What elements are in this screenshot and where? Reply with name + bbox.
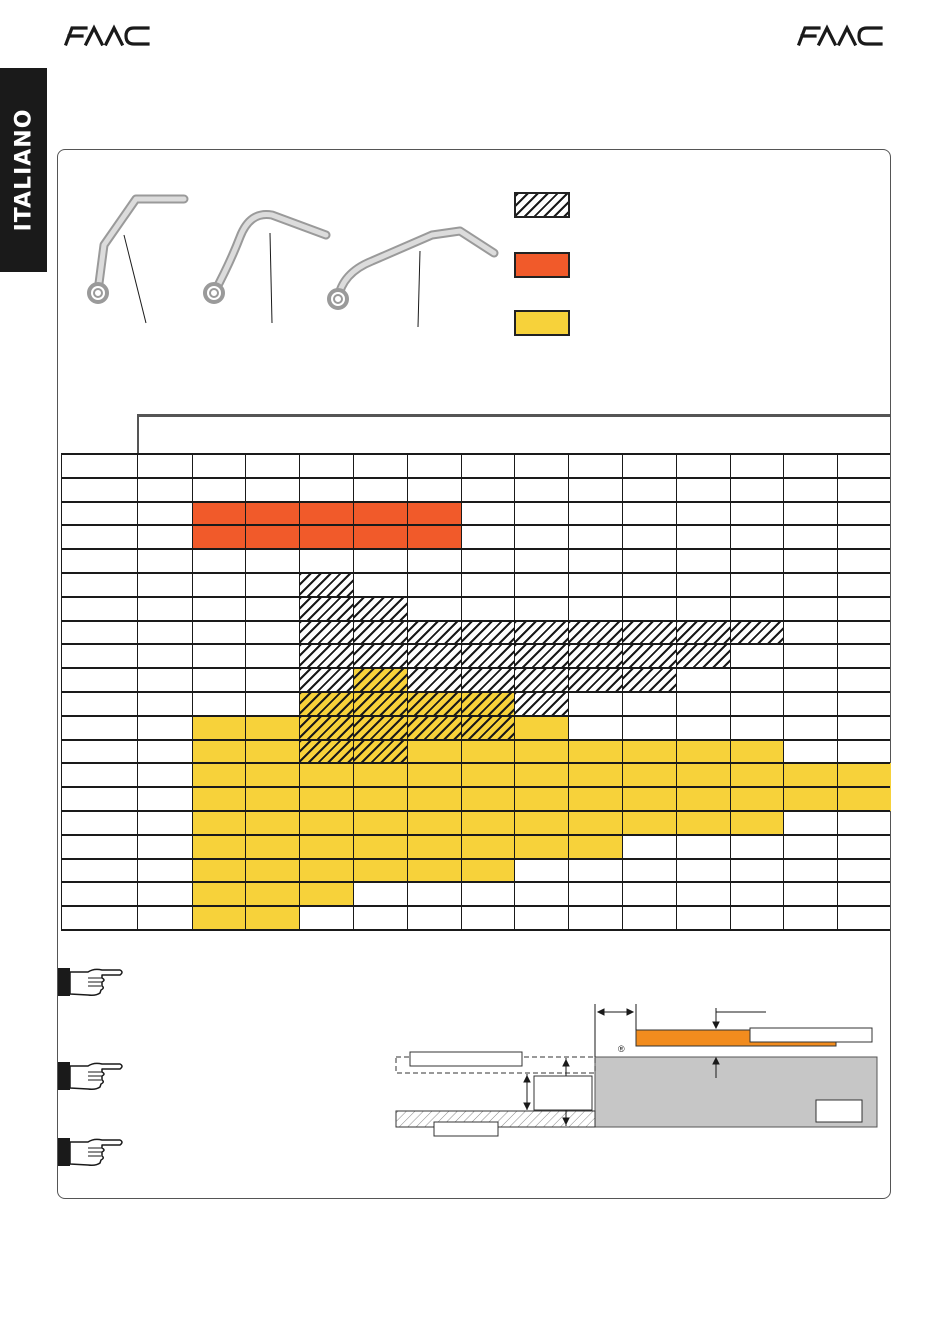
faac-logo-left (62, 24, 154, 48)
pointing-hand-icon (58, 1058, 124, 1094)
language-side-tab (0, 68, 47, 272)
grid-header-divider (137, 414, 139, 454)
pointing-hand-icon (58, 964, 124, 1000)
label-box-lower-left (434, 1122, 498, 1136)
language-label: ITALIANO (11, 108, 36, 232)
legend-red-swatch (514, 252, 570, 278)
label-box-upper-left (410, 1052, 522, 1066)
registered-mark: ® (618, 1044, 625, 1054)
arm-leader-lines (124, 233, 420, 327)
label-box-right-top (750, 1028, 872, 1042)
grid-top-rule (137, 414, 890, 417)
faac-logo-right (795, 24, 887, 48)
label-box-center (534, 1076, 592, 1110)
pointing-hand-icon (58, 1134, 124, 1170)
curved-arm-icon (205, 214, 326, 302)
long-arm-icon (329, 231, 494, 308)
label-box-right-bottom (816, 1100, 862, 1122)
legend-hatched-swatch (514, 192, 570, 218)
legend-yellow-swatch (514, 310, 570, 336)
installation-diagram (390, 1000, 890, 1140)
arm-illustrations (80, 185, 520, 330)
